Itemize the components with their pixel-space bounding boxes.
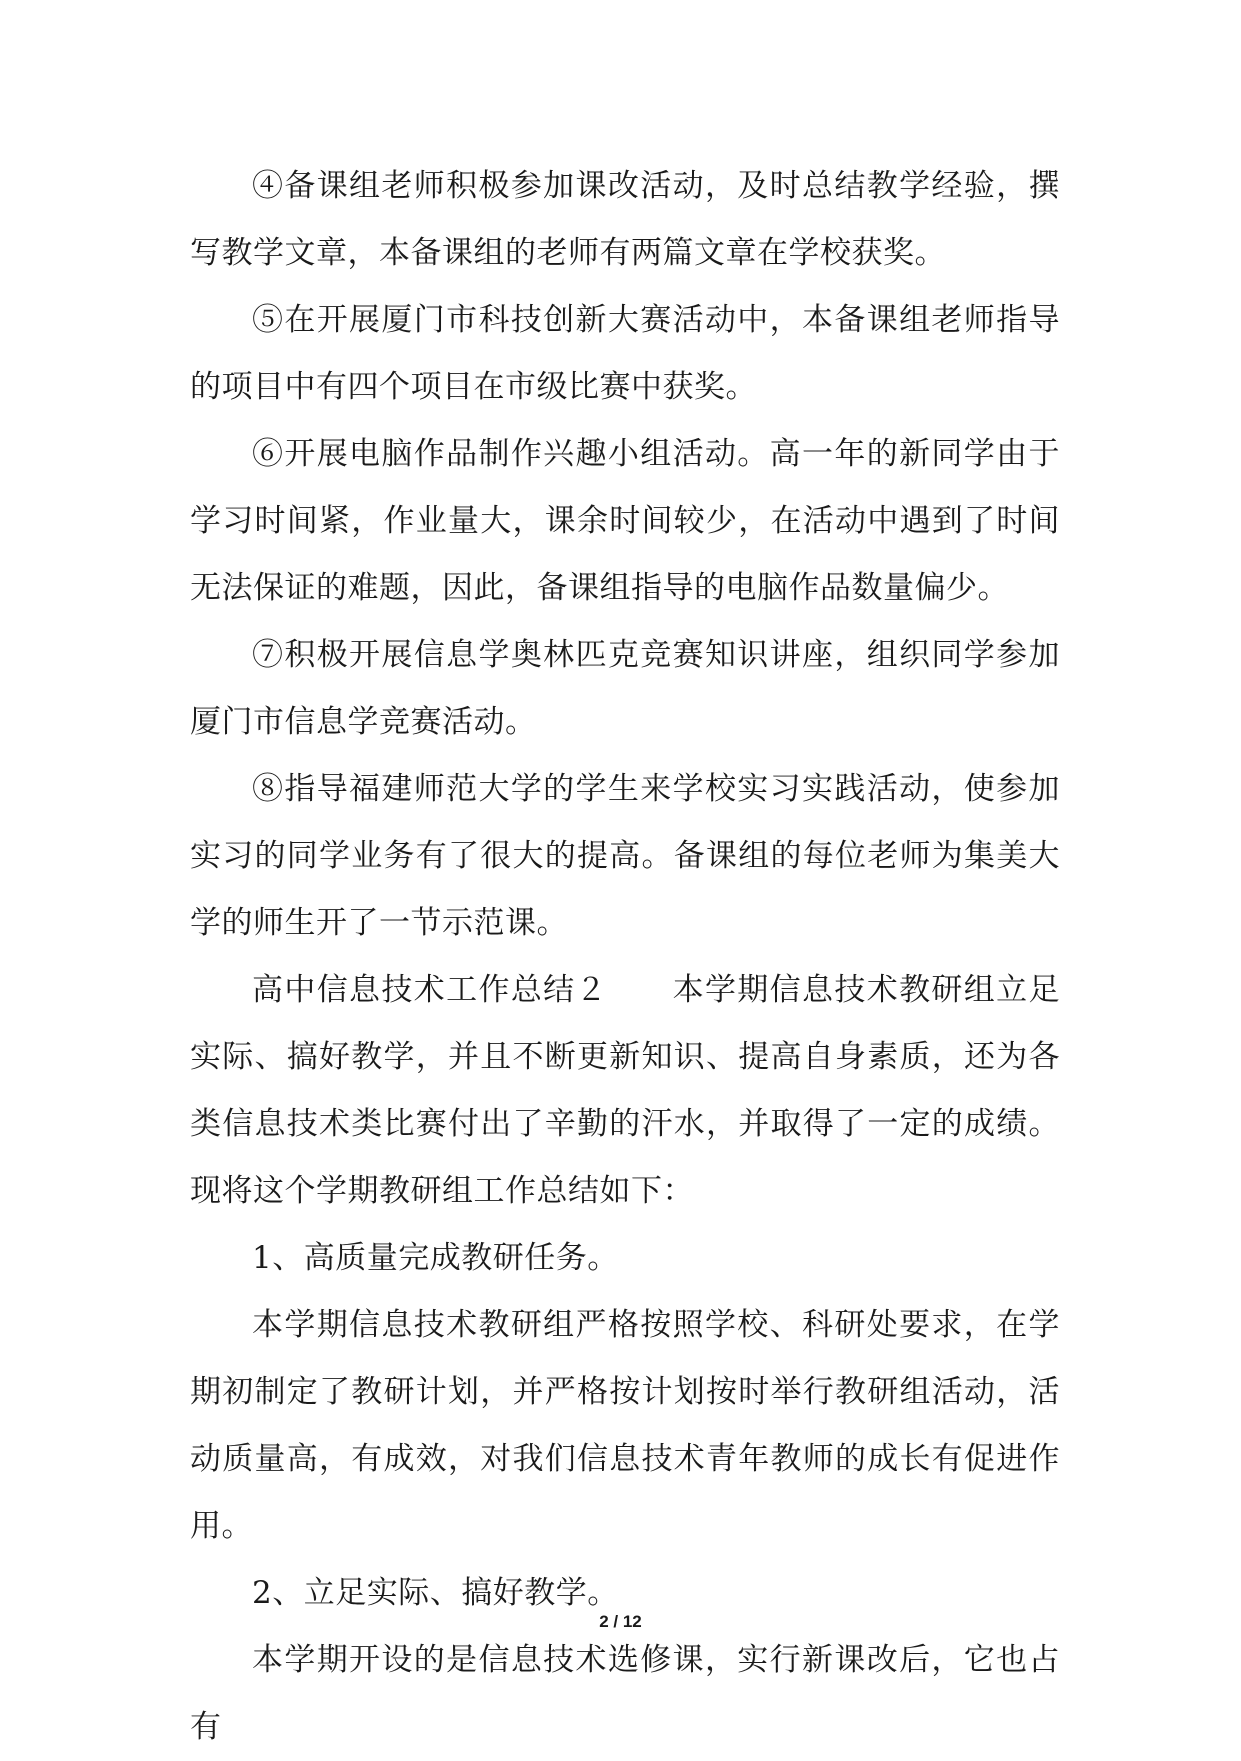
- paragraph-item-7: ⑦积极开展信息学奥林匹克竞赛知识讲座，组织同学参加厦门市信息学竞赛活动。: [190, 637, 1060, 740]
- paragraph-item-4: ④备课组老师积极参加课改活动，及时总结教学经验，撰写教学文章，本备课组的老师有两篇文章在学校获奖。: [190, 168, 1060, 271]
- section-intro-paragraph: 高中信息技术工作总结２ 本学期信息技术教研组立足实际、搞好教学，并且不断更新知识、提高自身素质，还为各类信息技术类比赛付出了辛勤的汗水，并取得了一定的成绩。现将这个学期教研组工作总结如下：: [190, 972, 1060, 1209]
- document-body: [190, 153, 1060, 1761]
- page-number: 2 / 12: [599, 1612, 642, 1631]
- paragraph-item-8: ⑧指导福建师范大学的学生来学校实习实践活动，使参加实习的同学业务有了很大的提高。备课组的每位老师为集美大学的师生开了一节示范课。: [190, 771, 1060, 941]
- section-1-paragraph: 本学期信息技术教研组严格按照学校、科研处要求，在学期初制定了教研计划，并严格按计划按时举行教研组活动，活动质量高，有成效，对我们信息技术青年教师的成长有促进作用。: [190, 1307, 1060, 1544]
- section-heading-2: 2、立足实际、搞好教学。: [252, 1575, 619, 1611]
- paragraph-item-6: ⑥开展电脑作品制作兴趣小组活动。高一年的新同学由于学习时间紧，作业量大，课余时间较少，在活动中遇到了时间无法保证的难题，因此，备课组指导的电脑作品数量偏少。: [190, 436, 1060, 606]
- paragraph-item-5: ⑤在开展厦门市科技创新大赛活动中，本备课组老师指导的项目中有四个项目在市级比赛中获奖。: [190, 302, 1060, 405]
- section-2-paragraph: 本学期开设的是信息技术选修课，实行新课改后，它也占有: [190, 1642, 1060, 1745]
- section-heading-1: 1、高质量完成教研任务。: [252, 1240, 619, 1276]
